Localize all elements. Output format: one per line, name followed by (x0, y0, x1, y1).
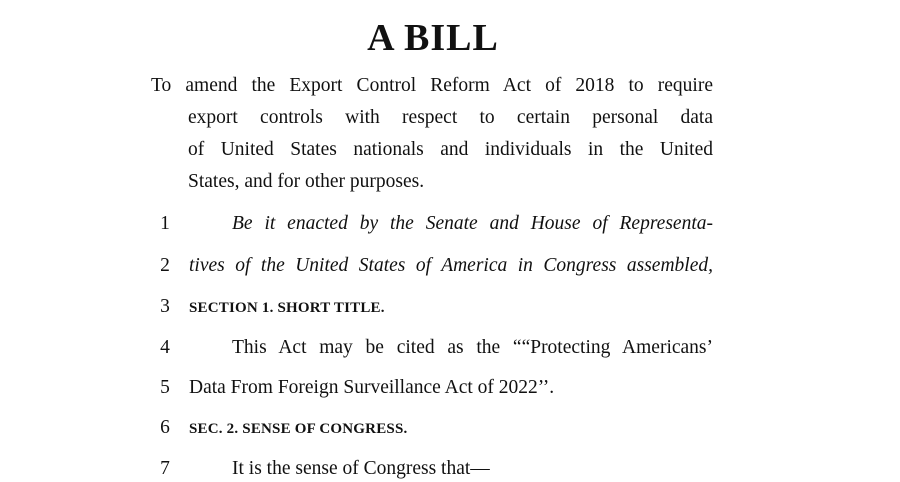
line-number-6: 6 (160, 417, 170, 438)
line-number-3: 3 (160, 296, 170, 317)
line-number-5: 5 (160, 377, 170, 398)
purpose-continuation (188, 102, 713, 198)
line-number-1: 1 (160, 213, 170, 234)
bill-title: A BILL (367, 17, 499, 59)
line-number-7: 7 (160, 458, 170, 479)
purpose-line-3: of United States nationals and individuals in the United (188, 139, 713, 160)
bill-purpose (151, 70, 713, 198)
short-title-line-2: Data From Foreign Surveillance Act of 2022’’. (189, 377, 555, 398)
sense-of-congress-line-1: It is the sense of Congress that— (232, 458, 490, 479)
short-title-line-1: This Act may be cited as the ““Protecting Americans’ (232, 337, 713, 358)
line-number-2: 2 (160, 255, 170, 276)
purpose-line-4: States, and for other purposes. (188, 171, 425, 192)
purpose-line-1: To amend the Export Control Reform Act of 2018 to require (151, 75, 713, 96)
section-2-heading: SEC. 2. SENSE OF CONGRESS. (189, 421, 408, 437)
enacting-clause-line-1: Be it enacted by the Senate and House of Representa- (232, 213, 713, 234)
line-number-4: 4 (160, 337, 170, 358)
enacting-clause-line-2: tives of the United States of America in Congress assembled, (189, 255, 713, 276)
section-1-heading: SECTION 1. SHORT TITLE. (189, 300, 385, 316)
purpose-line-2: export controls with respect to certain personal data (188, 107, 713, 128)
